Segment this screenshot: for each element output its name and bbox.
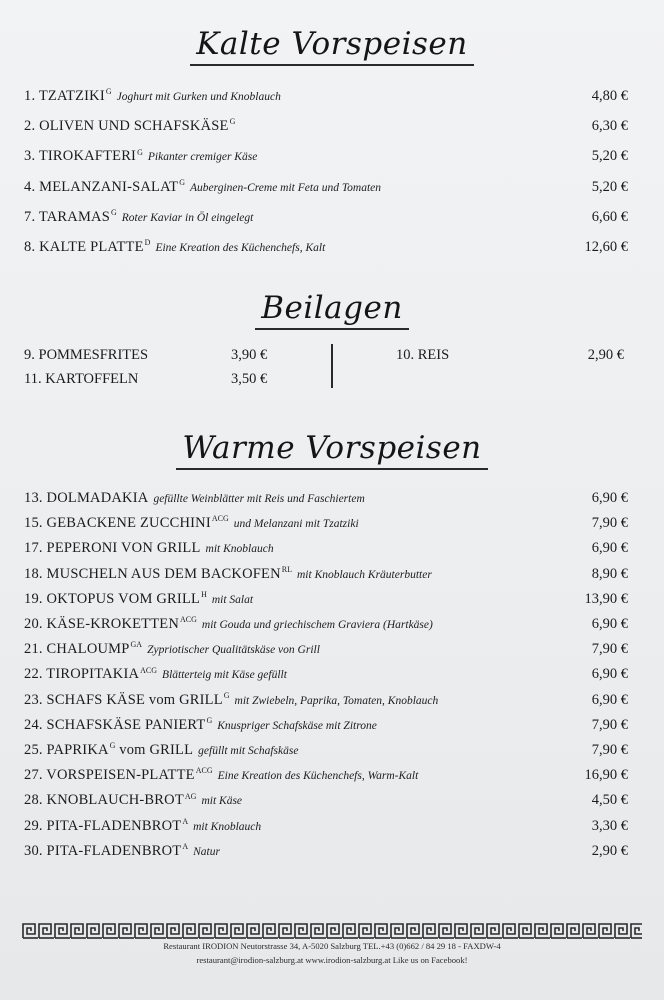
menu-item bbox=[24, 688, 628, 712]
menu-item-price: 5,20 € bbox=[591, 178, 628, 195]
menu-item-price: 6,60 € bbox=[591, 208, 628, 225]
menu-item-name: 13. DOLMADAKIA bbox=[24, 490, 149, 506]
menu-item-name: 17. PEPERONI VON GRILL bbox=[24, 540, 201, 557]
menu-item bbox=[24, 175, 628, 199]
menu-item-description: Blätterteig mit Käse gefüllt bbox=[162, 669, 287, 682]
allergen-codes: ACG bbox=[140, 665, 158, 675]
menu-item-name: 1. TZATZIKI bbox=[24, 88, 105, 104]
allergen-codes: G bbox=[105, 87, 112, 97]
menu-item-description: Knuspriger Schafskäse mit Zitrone bbox=[217, 719, 377, 732]
side-item-name: 9. POMMESFRITES bbox=[24, 347, 149, 363]
menu-item-price: 4,50 € bbox=[591, 792, 628, 809]
menu-item-description: mit Gouda und griechischem Graviera (Hartkäse) bbox=[201, 619, 433, 631]
menu-item-description: mit Zwiebeln, Paprika, Tomaten, Knoblauch bbox=[234, 694, 439, 707]
menu-item-name: 29. PITA-FLADENBROT bbox=[24, 817, 182, 834]
menu-item-price: 4,80 € bbox=[591, 88, 628, 104]
menu-item-price: 5,20 € bbox=[591, 148, 628, 165]
greek-key-border bbox=[22, 923, 642, 939]
menu-item-description: mit Knoblauch bbox=[205, 543, 274, 556]
menu-item-name: 22. TIROPITAKIA bbox=[24, 666, 140, 683]
menu-item bbox=[24, 235, 628, 259]
menu-item-price: 12,60 € bbox=[584, 239, 628, 255]
menu-item-description: Auberginen-Creme mit Feta und Tomaten bbox=[190, 181, 382, 194]
menu-item-name: 27. VORSPEISEN-PLATTE bbox=[24, 767, 195, 784]
section-title-beilagen: Beilagen bbox=[0, 290, 664, 330]
side-item-price: 3,90 € bbox=[231, 347, 268, 363]
footer-contact: restaurant@irodion-salzburg.at www.irodion-salzburg.at Like us on Facebook! bbox=[196, 955, 468, 965]
menu-item bbox=[24, 562, 628, 586]
allergen-codes: RL bbox=[281, 564, 292, 574]
menu-item-description: Joghurt mit Gurken und Knoblauch bbox=[116, 91, 281, 103]
allergen-codes: G bbox=[179, 177, 186, 187]
menu-item-name: 19. OKTOPUS VOM GRILL bbox=[24, 590, 201, 607]
menu-item-name: 3. TIROKAFTERI bbox=[24, 148, 137, 165]
allergen-codes: A bbox=[182, 841, 189, 851]
menu-item bbox=[24, 662, 628, 686]
menu-item-description: Eine Kreation des Küchenchefs, Warm-Kalt bbox=[217, 770, 419, 783]
allergen-codes: H bbox=[201, 589, 207, 599]
menu-item-name: 21. CHALOUMP bbox=[24, 641, 130, 658]
menu-item bbox=[24, 738, 628, 762]
menu-item-price: 7,90 € bbox=[591, 742, 628, 758]
menu-item-name: 25. PAPRIKA bbox=[24, 742, 109, 758]
side-item-price: 2,90 € bbox=[587, 347, 624, 363]
menu-item-price: 6,90 € bbox=[591, 490, 628, 506]
allergen-codes: ACG bbox=[180, 615, 197, 625]
side-item-name: 10. REIS bbox=[396, 347, 450, 363]
menu-item-description: gefüllte Weinblätter mit Reis und Faschiertem bbox=[153, 493, 365, 505]
menu-item-name: 2. OLIVEN UND SCHAFSKÄSE bbox=[24, 118, 229, 135]
menu-item bbox=[24, 205, 628, 229]
allergen-codes: G bbox=[137, 147, 143, 157]
menu-item-price: 8,90 € bbox=[591, 565, 628, 582]
menu-item-price: 3,30 € bbox=[591, 817, 628, 834]
menu-item bbox=[24, 839, 628, 863]
allergen-codes: ACG bbox=[211, 514, 229, 524]
menu-item-description: mit Käse bbox=[201, 795, 243, 808]
menu-item-description: gefüllt mit Schafskäse bbox=[198, 745, 299, 757]
side-item bbox=[24, 344, 148, 366]
side-item-price: 3,50 € bbox=[231, 371, 268, 387]
allergen-codes: G bbox=[110, 207, 117, 217]
menu-item-description: Zypriotischer Qualitätskäse von Grill bbox=[147, 644, 320, 657]
allergen-codes: G bbox=[109, 741, 116, 751]
menu-item-description: Roter Kaviar in Öl eingelegt bbox=[121, 211, 254, 224]
menu-item-description: Natur bbox=[193, 845, 220, 858]
allergen-codes: GA bbox=[130, 640, 143, 650]
menu-item-description: mit Knoblauch Kräuterbutter bbox=[297, 568, 432, 581]
menu-item-name: 23. SCHAFS KÄSE vom GRILL bbox=[24, 691, 223, 708]
menu-item-name: 20. KÄSE-KROKETTEN bbox=[24, 616, 180, 632]
menu-item-price: 16,90 € bbox=[584, 767, 628, 784]
menu-item-name: 7. TARAMAS bbox=[24, 208, 110, 225]
menu-item-name: 4. MELANZANI-SALAT bbox=[24, 178, 179, 195]
menu-item-name: 28. KNOBLAUCH-BROT bbox=[24, 792, 184, 809]
section-title-kalte: Kalte Vorspeisen bbox=[0, 26, 664, 66]
menu-item-description: und Melanzani mit Tzatziki bbox=[233, 518, 359, 531]
menu-item-description: mit Knoblauch bbox=[193, 820, 262, 833]
menu-item-name: 18. MUSCHELN AUS DEM BACKOFEN bbox=[24, 565, 281, 582]
menu-item bbox=[24, 763, 628, 787]
menu-item-price: 7,90 € bbox=[591, 641, 628, 658]
menu-item bbox=[24, 814, 628, 838]
allergen-codes: G bbox=[206, 715, 213, 725]
menu-item-price: 2,90 € bbox=[591, 842, 628, 859]
menu-item bbox=[24, 84, 628, 108]
menu-item-price: 7,90 € bbox=[591, 716, 628, 733]
allergen-codes: AG bbox=[184, 791, 197, 801]
menu-item-name: 15. GEBACKENE ZUCCHINI bbox=[24, 515, 211, 532]
allergen-codes: G bbox=[229, 117, 236, 127]
menu-item-name: 24. SCHAFSKÄSE PANIERT bbox=[24, 716, 206, 733]
menu-item-price: 13,90 € bbox=[584, 590, 628, 607]
menu-item bbox=[24, 788, 628, 812]
footer-address: Restaurant IRODION Neutorstrasse 34, A-5020 Salzburg TEL.+43 (0)662 / 84 29 18 - FAXDW-4 bbox=[163, 941, 501, 951]
menu-item-price: 7,90 € bbox=[591, 515, 628, 532]
menu-item-name-suffix: vom GRILL bbox=[115, 742, 194, 758]
menu-item-price: 6,90 € bbox=[591, 666, 628, 683]
menu-item-description: Pikanter cremiger Käse bbox=[147, 151, 258, 164]
side-item-name: 11. KARTOFFELN bbox=[24, 371, 139, 387]
menu-item bbox=[24, 587, 628, 611]
allergen-codes: G bbox=[223, 690, 230, 700]
menu-item-price: 6,90 € bbox=[591, 540, 628, 557]
menu-item bbox=[24, 536, 628, 560]
column-divider bbox=[331, 344, 333, 388]
menu-item-description: Eine Kreation des Küchenchefs, Kalt bbox=[155, 242, 326, 254]
allergen-codes: D bbox=[144, 238, 151, 248]
menu-item bbox=[24, 637, 628, 661]
menu-item bbox=[24, 114, 628, 138]
menu-item-description: mit Salat bbox=[211, 593, 254, 606]
menu-item bbox=[24, 144, 628, 168]
menu-item-name: 8. KALTE PLATTE bbox=[24, 239, 144, 255]
menu-item bbox=[24, 612, 628, 636]
menu-item bbox=[24, 511, 628, 535]
menu-item-price: 6,90 € bbox=[591, 616, 628, 632]
menu-item bbox=[24, 486, 628, 510]
section-title-warme: Warme Vorspeisen bbox=[0, 430, 664, 470]
allergen-codes: ACG bbox=[195, 766, 213, 776]
menu-item-price: 6,90 € bbox=[591, 691, 628, 708]
side-item bbox=[24, 368, 138, 390]
menu-item-name: 30. PITA-FLADENBROT bbox=[24, 842, 182, 859]
allergen-codes: A bbox=[182, 816, 189, 826]
menu-item-price: 6,30 € bbox=[591, 118, 628, 135]
menu-item bbox=[24, 713, 628, 737]
